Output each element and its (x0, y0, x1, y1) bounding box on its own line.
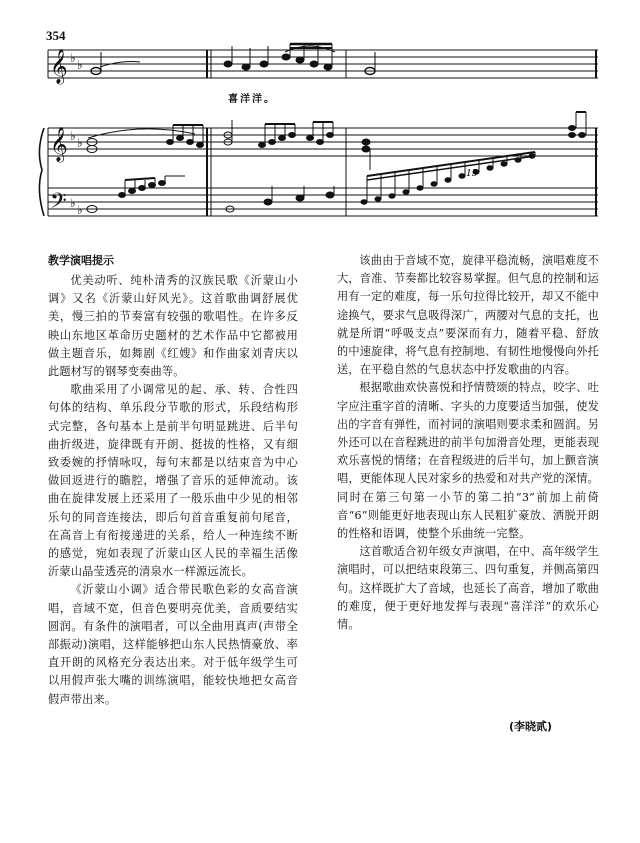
flat-icon: ♭ (70, 129, 76, 143)
article-body (48, 252, 608, 752)
passage-marking: 15 (466, 169, 478, 179)
paragraph: 该曲由于音域不宽，旋律平稳流畅，演唱难度不大，音准、节奏都比较容易掌握。但气息的控制和运用有一定的难度，每一乐句拉得比较开，却又不能中途换气，要求气息吸得深广，两腰对气息的支托，也就是所谓“呼吸支点”要深而有力，随着平稳、舒放的中速旋律，将气息有控制地、有韧性地慢慢向外托送，在平稳自然的气息状态中抒发歌曲的内容。 (337, 254, 599, 377)
paragraph: 优美动听、纯朴清秀的汉族民歌《沂蒙山小调》又名《沂蒙山好风光》。这首歌曲调舒展优美，慢三拍的节奏富有较强的歌唱性。在许多反映山东地区革命历史题材的艺术作品中它都被用做主题音乐，如舞剧《红嫂》和作曲家刘青庆以此题材写的钢琴变奏曲等。 (48, 274, 298, 379)
treble-clef-icon: 𝄞 (50, 49, 68, 84)
flat-icon: ♭ (77, 136, 83, 150)
left-column (48, 252, 298, 709)
flat-icon: ♭ (70, 196, 76, 210)
flat-icon: ♭ (77, 203, 83, 217)
paragraph: 这首歌适合初年级女声演唱，在中、高年级学生演唱时，可以把结束段第三、四句重复，并侧高第四句。这样既扩大了音域，也延长了高音，增加了歌曲的难度，便于更好地发挥与表现“喜洋洋”的欢乐心情。 (337, 545, 599, 632)
author-signature: (李晓贰) (509, 720, 553, 733)
music-score (0, 0, 640, 240)
paragraph: 《沂蒙山小调》适合带民歌色彩的女高音演唱，音域不宽，但音色要明亮优美，音质要结实圆润。有条件的演唱者，可以全曲用真声(声带全部振动)演唱，这样能够把山东人民热情豪放、率直开朗的风格充分表达出来。对于低年级学生可以用假声张大嘴的训练演唱，能较快地把女高音假声带出来。 (48, 583, 298, 706)
flat-icon: ♭ (70, 51, 76, 65)
paragraph: 歌曲采用了小调常见的起、承、转、合性四句体的结构、单乐段分节歌的形式，乐段结构形式完整，各句基本上是前半句明显跳进、后半句曲折级进，旋律既有开朗、挺拔的性格，又有细致委婉的抒情咏叹，每句末都是以结束音为中心做回返进行的瞻腔，增强了音乐的延伸流动。该曲在旋律发展上还采用了一般乐曲中少见的相邻乐句的同音连接法，即后句首音重复前句尾音，在高音上有衔接递进的关系，给人一种连续不断的感觉，宛如表现了沂蒙山区人民的幸福生活像沂蒙山晶莹透亮的清泉水一样源远流长。 (48, 383, 298, 579)
score-lyric: 喜洋洋。 (228, 94, 276, 105)
section-heading: 教学演唱提示 (48, 254, 114, 267)
treble-clef-icon: 𝄞 (50, 127, 68, 162)
flat-icon: ♭ (77, 58, 83, 72)
brace-icon (39, 128, 44, 216)
rising-run (361, 152, 535, 204)
page-number: 354 (46, 28, 66, 43)
right-column (337, 252, 599, 634)
paragraph: 根据歌曲欢快喜悦和抒情赞颂的特点，咬字、吐字应注重字首的清晰、字头的力度要适当加强，使发出的字音有弹性，而衬词的演唱则要求柔和圆润。另外还可以在音程跳进的前半句加滑音处理，更能表现欢乐喜悦的情绪；在音程级进的后半句，加上颤音演唱，更能体现人民对家乡的热爱和对共产党的深情。同时在第三句第一小节的第二拍“3”前加上前倚音“6”则能更好地表现山东人民粗犷豪放、洒脱开朗的性格和语调，使整个乐曲统一完整。 (337, 381, 599, 541)
bass-clef-icon: 𝄢 (50, 189, 67, 219)
vocal-staff (48, 50, 598, 78)
